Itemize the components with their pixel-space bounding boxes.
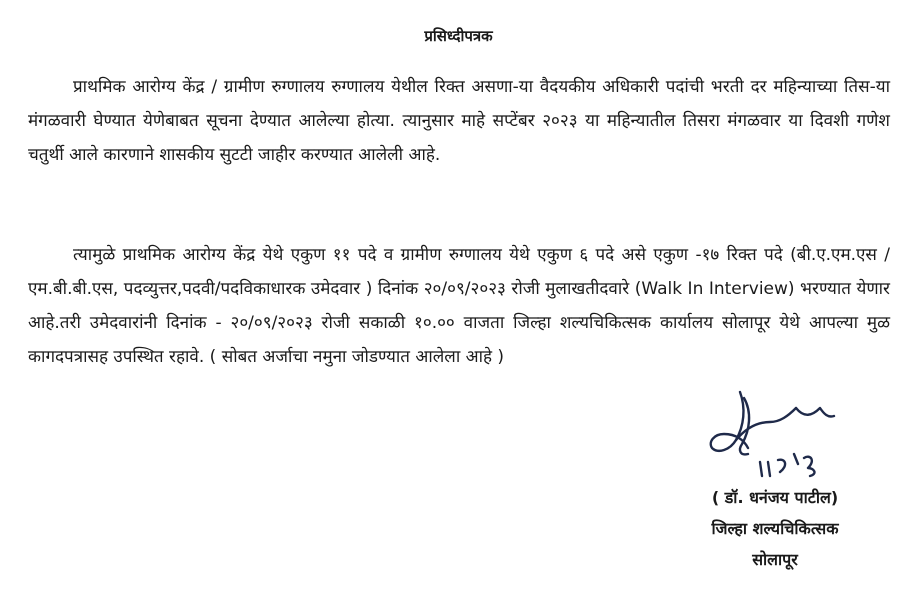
notice-paragraph-1: प्राथमिक आरोग्य केंद्र / ग्रामीण रुग्णालय रुग्णालय येथील रिक्त असणा-या वैदयकीय अधिकारी पदांची भरती दर महिन्याच्या तिस-या मंगळवारी घेण्यात येणेबाबत सूचना देण्यात आलेल्या होत्या. त्यानुसार माहे सप्टेंबर २०२३ या महिन्यातील तिसरा मंगळवार या दिवशी गणेश चतुर्थी आले कारणाने शासकीय सुटटी जाहीर करण्यात आलेली आहे. <box>28 77 890 165</box>
signatory-place: सोलापूर <box>752 550 798 569</box>
signatory-designation: जिल्हा शल्यचिकित्सक <box>711 519 839 538</box>
signature-stroke-tail <box>796 408 834 417</box>
notice-title: प्रसिध्दीपत्रक <box>424 27 493 45</box>
signature-block <box>660 482 890 575</box>
handwritten-signature <box>700 378 850 488</box>
signature-date-strokes <box>760 454 814 476</box>
notice-paragraph-2: त्यामुळे प्राथमिक आरोग्य केंद्र येथे एकुण ११ पदे व ग्रामीण रुग्णालय येथे एकुण ६ पदे असे एकुण -१७ रिक्त पदे (बी.ए.एम.एस /एम.बी.बी.एस, पदव्युत्तर,पदवी/पदविकाधारक उमेदवार ) दिनांक २०/०९/२०२३ रोजी मुलाखतीदवारे (Walk In Interview) भरण्यात येणार आहे.तरी उमेदवारांनी दिनांक - २०/०९/२०२३ रोजी सकाळी १०.०० वाजता जिल्हा शल्यचिकित्सक कार्यालय सोलापूर येथे आपल्या मुळ कागदपत्रासह उपस्थित रहावे. ( सोबत अर्जाचा नमुना जोडण्यात आलेला आहे ) <box>28 245 890 367</box>
signatory-name: ( डॉ. धनंजय पाटील) <box>711 488 839 507</box>
